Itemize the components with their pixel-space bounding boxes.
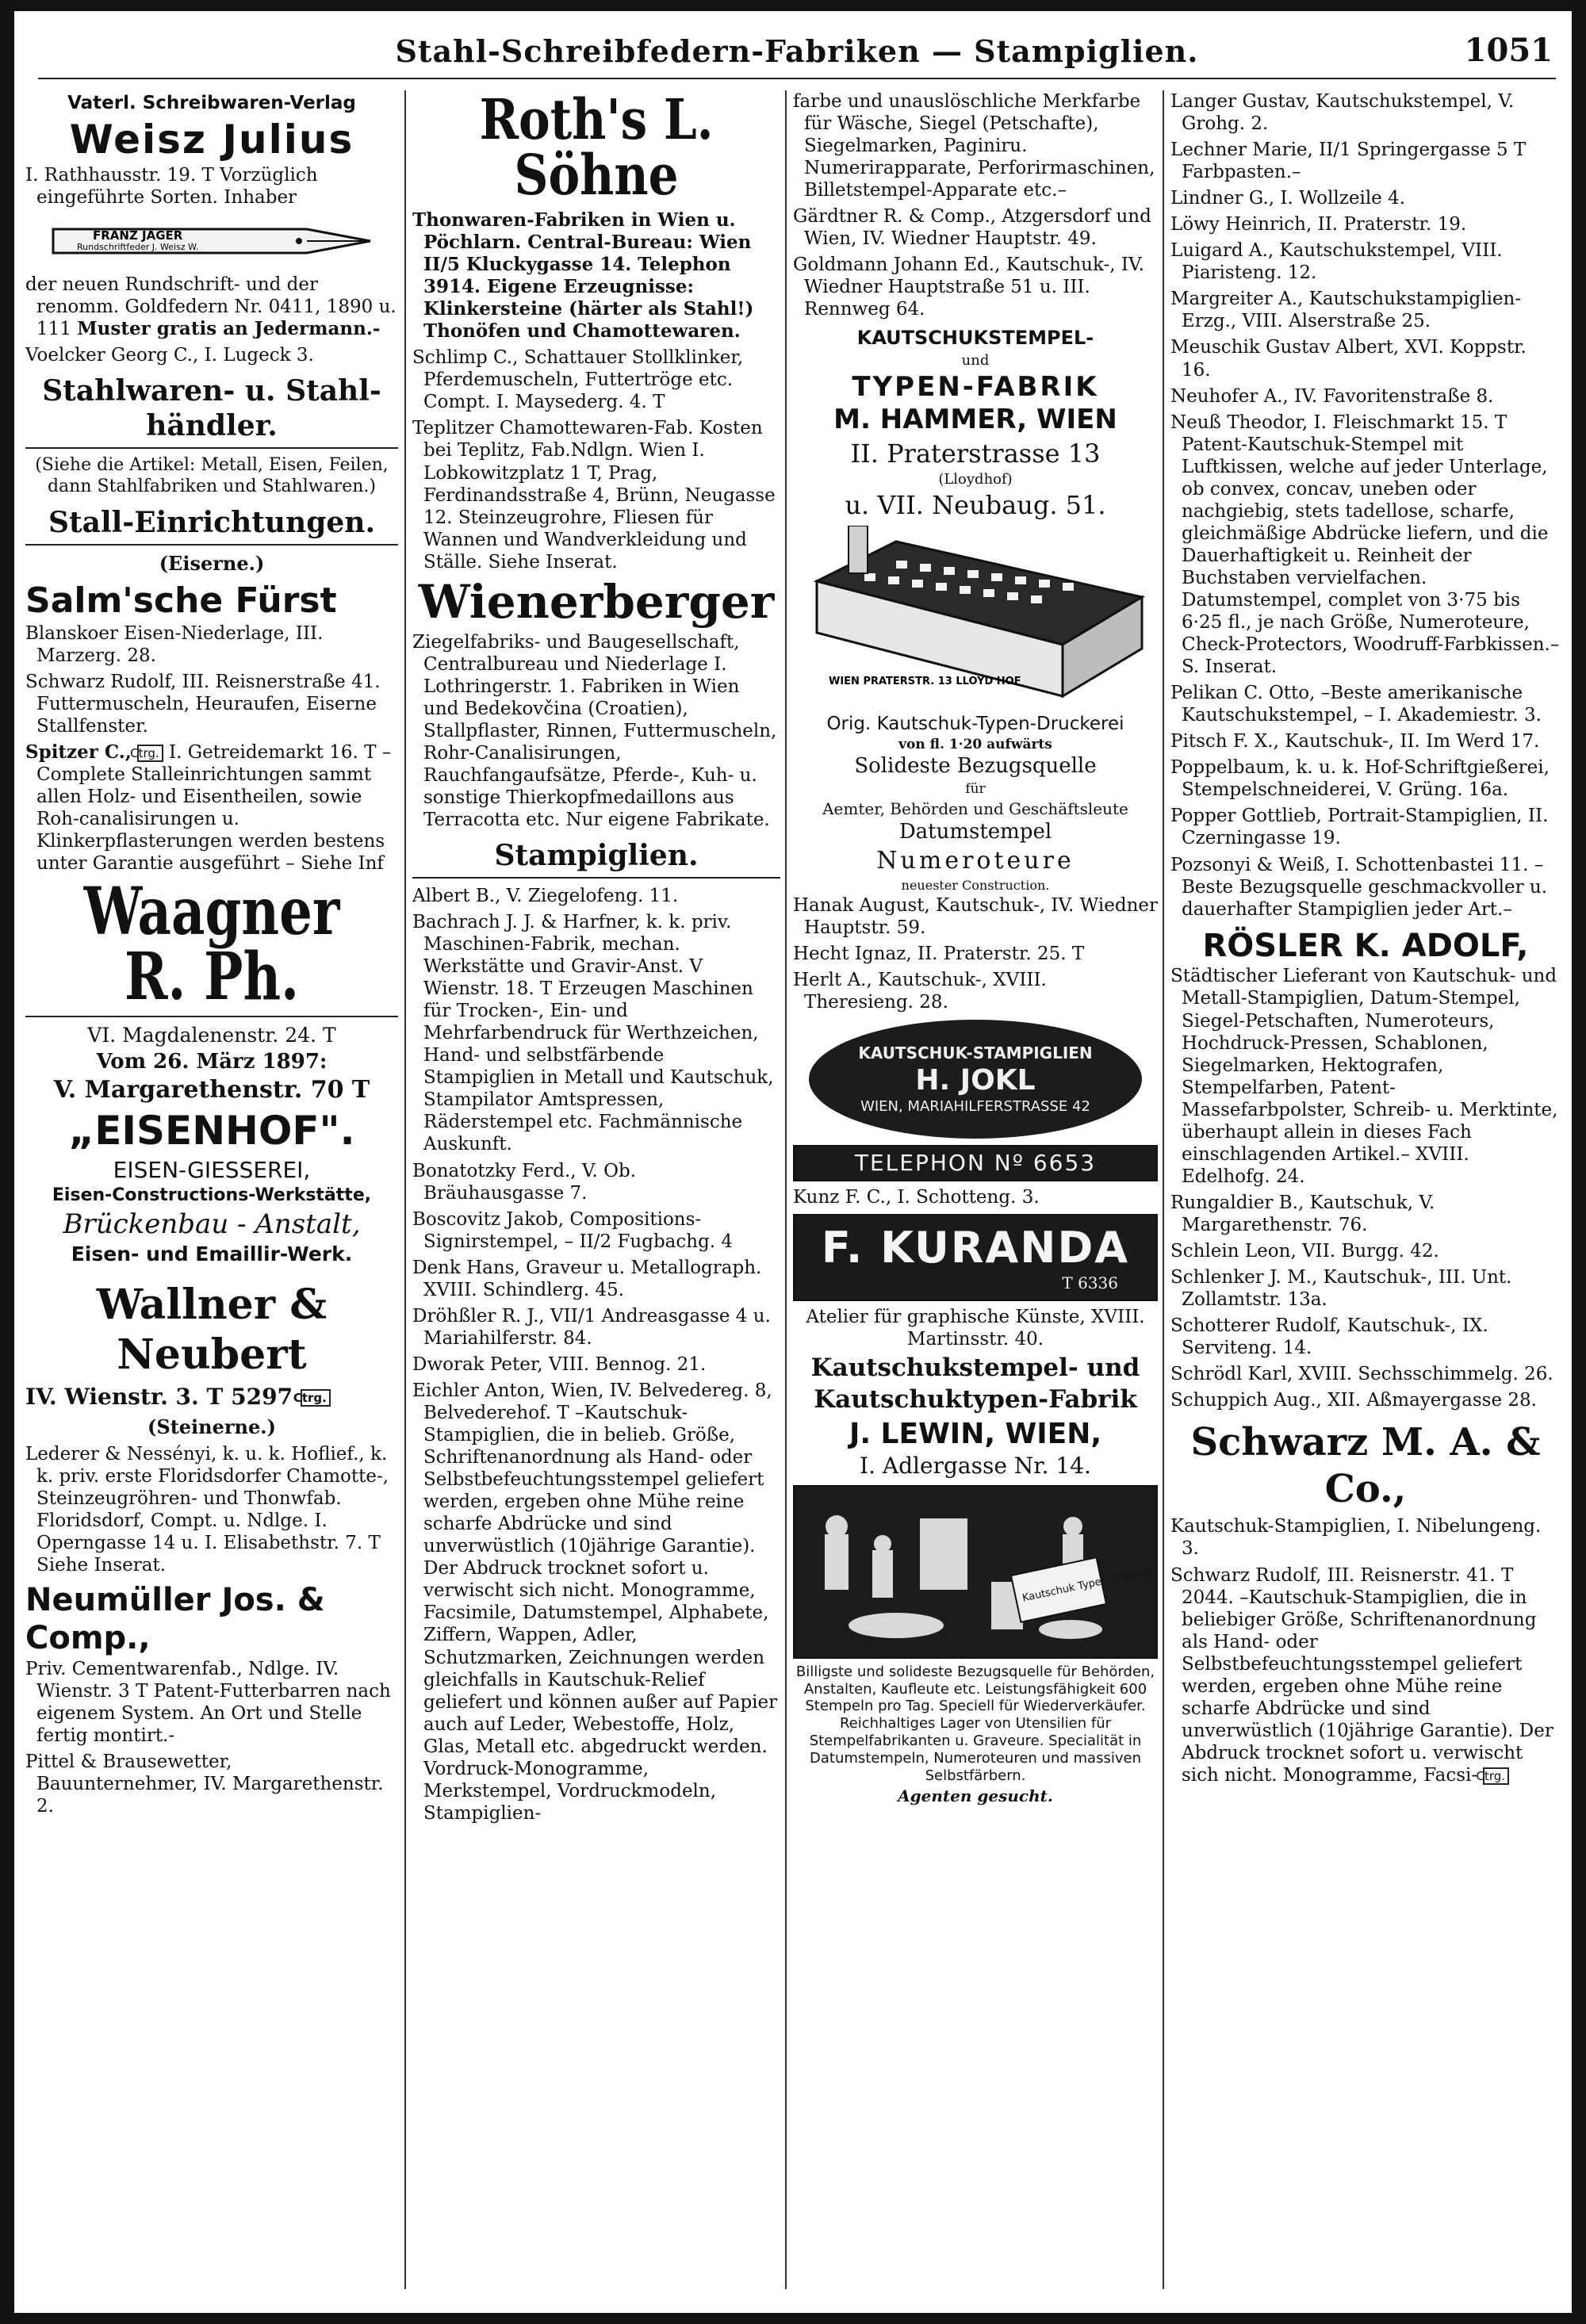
- listing-entry: Ziegelfabriks- und Baugesellschaft, Centralbureau und Niederlage I. Lothringerstr. 1. Fabriken in Wien und Bedekovčina (Croatien), Stallpflaster, Rinnen, Futtermuscheln, Rohr-Canalisirungen, Rauchfangaufsätze, Pferde-, Kuh- u. sonstige Thierkopfmedaillons aus Terracotta etc. Nur eigene Fabrikate.: [412, 631, 777, 831]
- listing-entry: Poppelbaum, k. u. k. Hof-Schriftgießerei, Stempelschneiderei, V. Grüng. 16a.: [1170, 757, 1550, 801]
- listing-entry: Hanak August, Kautschuk-, IV. Wiedner Hauptstr. 59.: [793, 895, 1158, 939]
- ad-line: Agenten gesucht.: [898, 1786, 1053, 1806]
- address-text: IV. Wienstr. 3. T 5297: [25, 1383, 293, 1410]
- advertiser-name: „EISENHOF".: [68, 1107, 355, 1154]
- stamp-icon: Ctrg.: [137, 745, 163, 762]
- ad-line: EISEN-GIESSEREI,: [113, 1156, 311, 1183]
- listing-entry: Thonwaren-Fabriken in Wien u. Pöchlarn. Central-Bureau: Wien II/5 Kluckygasse 14. Telephon 3914. Eigene Erzeugnisse: Klinkersteine (härter als Stahl!) Thonöfen und Chamottewaren.: [412, 209, 754, 343]
- listing-entry: Schuppich Aug., XII. Aßmayergasse 28.: [1170, 1390, 1537, 1411]
- listing-entry: Schwarz Rudolf, III. Reisnerstraße 41. Futtermuscheln, Heuraufen, Eiserne Stallfenster.: [25, 671, 381, 737]
- listing-entry: [25, 274, 398, 340]
- listing-entry: Goldmann Johann Ed., Kautschuk-, IV. Wiedner Hauptstraße 51 u. III. Rennweg 64.: [793, 255, 1144, 320]
- address-line: (Lloydhof): [938, 470, 1013, 488]
- advertiser-name: F. KURANDA: [821, 1222, 1130, 1273]
- listing-entry: Gärdtner R. & Comp., Atzgersdorf und Wien, IV. Wiedner Hauptstr. 49.: [793, 206, 1151, 250]
- ad-line: Orig. Kautschuk-Typen-Druckerei: [826, 713, 1124, 734]
- column-3: [793, 90, 1158, 2299]
- box-label: Kautschuk Typen Drucker: [1021, 1565, 1150, 1605]
- ad-text: Billigste und solideste Bezugsquelle für Behörden, Anstalten, Kaufleute etc. Leistungsfähigkeit 600 Stempeln pro Tag. Speciell für Wiederverkäufer. Reichhaltiges Lager von Utensilien für Stempelfabrikanten u. Graveure. Specialität in Datumstempeln, Numeroteuren und massiven Selbstfärbern.: [795, 1663, 1155, 1785]
- listing-entry: [1170, 1564, 1561, 1786]
- lewin-illustration: [793, 1485, 1158, 1659]
- advertiser-name: Weisz Julius: [69, 117, 354, 163]
- stamp-icon: Ctrg.: [1483, 1767, 1509, 1785]
- listing-entry: I. Rathhausstr. 19. T Vorzüglich eingeführte Sorten. Inhaber: [25, 165, 318, 209]
- telephon-line: TELEPHON Nº 6653: [793, 1145, 1158, 1181]
- advertiser-name: Wienerberger: [418, 574, 775, 629]
- stamp-icon: Ctrg.: [301, 1389, 331, 1407]
- subsection-heading: (Steinerne.): [147, 1415, 276, 1438]
- advertiser-name: Wallner & Neubert: [96, 1280, 328, 1380]
- listing-entry: Kunz F. C., I. Schotteng. 3.: [793, 1187, 1040, 1208]
- listing-entry: Pitsch F. X., Kautschuk-, II. Im Werd 17.: [1170, 731, 1540, 752]
- listing-entry: Dworak Peter, VIII. Bennog. 21.: [412, 1353, 707, 1375]
- section-heading: Stall-Einrichtungen.: [25, 506, 398, 546]
- listing-entry: Löwy Heinrich, II. Praterstr. 19.: [1170, 214, 1467, 235]
- jokl-oval-ad: [809, 1020, 1142, 1139]
- listing-entry: Neuhofer A., IV. Favoritenstraße 8.: [1170, 385, 1494, 407]
- ad-line: TYPEN-FABRIK: [852, 370, 1099, 403]
- listing-entry: Schlenker J. M., Kautschuk-, III. Unt. Zollamtstr. 13a.: [1170, 1267, 1512, 1311]
- kuranda-ad: [793, 1214, 1158, 1301]
- listing-entry: Dröhßler R. J., VII/1 Andreasgasse 4 u. Mariahilferstr. 84.: [412, 1305, 771, 1349]
- listing-entry: Blanskoer Eisen-Niederlage, III. Marzerg. 28.: [25, 622, 324, 666]
- ad-line: von fl. 1·20 aufwärts: [898, 736, 1052, 752]
- advertiser-name: Neumüller Jos. & Comp.,: [25, 1581, 325, 1657]
- listing-entry: Bachrach J. J. & Harfner, k. k. priv. Maschinen-Fabrik, mechan. Werkstätte und Gravir-Anst. V Wienstr. 18. T Erzeugen Maschinen für Trocken-, Ein- und Mehrfarbendruck für Werthzeichen, Hand- und selbstfärbende Stampiglien in Metall und Kautschuk, Stampilator Amtspressen, Räderstempel etc. Fachmännische Auskunft.: [412, 912, 774, 1155]
- ad-line: Datumstempel: [898, 820, 1052, 844]
- listing-entry: Albert B., V. Ziegelofeng. 11.: [412, 885, 679, 906]
- advertiser-name: M. HAMMER, WIEN: [833, 404, 1117, 436]
- address-line: II. Praterstrasse 13: [850, 438, 1101, 469]
- listing-entry: Priv. Cementwarenfab., Ndlge. IV. Wienstr. 3 T Patent-Futterbarren nach eigenem System. An Ort und Stelle fertig montirt.-: [25, 1659, 391, 1747]
- ad-line: und: [961, 351, 990, 369]
- ad-line: Atelier für graphische Künste, XVIII. Martinsstr. 40.: [806, 1306, 1145, 1350]
- ad-line: Eisen- und Emaillir-Werk.: [71, 1242, 353, 1266]
- listing-entry: Teplitzer Chamottewaren-Fab. Kosten bei Teplitz, Fab.Ndlgn. Wien I. Lobkowitzplatz 1 T, Prag, Ferdinandsstraße 4, Brünn, Neugasse 12. Steinzeugrohre, Fliesen für Wannen und Wandverkleidung und Ställe. Siehe Inserat.: [412, 418, 776, 572]
- ad-line: Solideste Bezugsquelle: [854, 754, 1097, 779]
- listing-entry: Voelcker Georg C., I. Lugeck 3.: [25, 345, 314, 366]
- telephon-line: T 6336: [1062, 1273, 1118, 1293]
- listing-text: I. Getreidemarkt 16. T –Complete Stalleinrichtungen sammt allen Holz- und Eisentheilen, sowie Roh-canalisirungen u. Klinkerpflasterungen werden bestens unter Garantie ausgeführt – Siehe Inf: [36, 741, 392, 875]
- listing-highlight: Muster gratis an Jedermann.-: [77, 318, 381, 340]
- address-line: [25, 1384, 398, 1411]
- section-note: (Siehe die Artikel: Metall, Eisen, Feilen, dann Stahlfabriken und Stahlwaren.): [35, 455, 389, 496]
- listing-entry: Popper Gottlieb, Portrait-Stampiglien, II. Czerningasse 19.: [1170, 806, 1549, 849]
- listing-name: Spitzer C.,: [25, 741, 132, 763]
- address-line: u. VII. Neubaug. 51.: [845, 489, 1106, 520]
- advertiser-name: RÖSLER K. ADOLF,: [1202, 927, 1529, 964]
- running-head: [38, 27, 1556, 79]
- address-line: I. Adlergasse Nr. 14.: [860, 1453, 1091, 1480]
- ad-heading: Kautschuktypen-Fabrik: [814, 1384, 1137, 1414]
- advertiser-name: Salm'sche Fürst: [25, 580, 337, 621]
- ad-line: Aemter, Behörden und Geschäftsleute: [822, 798, 1128, 818]
- date-line: Vom 26. März 1897:: [96, 1049, 328, 1074]
- listing-entry: Kautschuk-Stampiglien, I. Nibelungeng. 3.: [1170, 1516, 1542, 1560]
- advertiser-name: Waagner R. Ph.: [83, 874, 340, 1016]
- section-heading: Stahlwaren- u. Stahl-händler.: [25, 374, 398, 449]
- listing-entry: Schlein Leon, VII. Burgg. 42.: [1170, 1241, 1439, 1262]
- listing-entry: Eichler Anton, Wien, IV. Belvedereg. 8, Belvederehof. T –Kautschuk-Stampiglien, die in belieb. Größe, Schriftenanordnung als Hand- oder Selbstbefeuchtungsstempel geliefert werden, ergeben ohne Mühe reine scharfe Abdrücke und sind unverwüstlich (10jährige Garantie). Der Abdruck trocknet sofort u. verwischt sich nicht. Monogramme, Facsimile, Datumstempel, Alphabete, Ziffern, Wappen, Adler, Schutzmarken, Zeichnungen werden gleichfalls in Kautschuk-Relief geliefert und können außer auf Papier auch auf Leder, Webestoffe, Holz, Glas, Metall etc. abgedruckt werden. Vordruck-Monogramme, Merkstempel, Vordruckmodeln, Stampiglien-: [412, 1380, 778, 1824]
- column-divider: [785, 90, 787, 2289]
- ad-line: neuester Construction.: [901, 877, 1050, 893]
- listing-entry: Herlt A., Kautschuk-, XVIII. Theresieng. 28.: [793, 970, 1047, 1013]
- case-label: WIEN PRATERSTR. 13 LLOYD HOF: [829, 675, 1021, 687]
- column-divider: [404, 90, 406, 2289]
- listing-entry: Pittel & Brausewetter, Bauunternehmer, IV. Margarethenstr. 2.: [25, 1752, 384, 1817]
- pen-label: FRANZ JÄGER: [93, 228, 183, 243]
- listing-entry: Hecht Ignaz, II. Praterstr. 25. T: [793, 944, 1085, 965]
- pen-nib-image: [45, 213, 378, 269]
- pen-label: Rundschriftfeder J. Weisz W.: [77, 242, 199, 253]
- address-line: VI. Magdalenenstr. 24. T: [87, 1024, 336, 1047]
- listing-entry: Lindner G., I. Wollzeile 4.: [1170, 188, 1406, 209]
- listing-entry: Meuschik Gustav Albert, XVI. Koppstr. 16.: [1170, 337, 1527, 381]
- listing-entry: Denk Hans, Graveur u. Metallograph. XVIII. Schindlerg. 45.: [412, 1257, 762, 1300]
- listing-entry: Pelikan C. Otto, –Beste amerikanische Kautschukstempel, – I. Akademiestr. 3.: [1170, 683, 1542, 726]
- column-2: [412, 90, 780, 2299]
- listing-entry: Bonatotzky Ferd., V. Ob. Bräuhausgasse 7.: [412, 1160, 637, 1204]
- listing-text: Schwarz Rudolf, III. Reisnerstr. 41. T 2044. –Kautschuk-Stampiglien, die in beliebiger Größe, Schriftenanordnung als Hand- oder Selbstbefeuchtungsstempel geliefert werden, ergeben ohne Mühe reine scharfe Abdrücke und sind unverwüstlich (10jährige Garantie). Der Abdruck trocknet sofort u. verwischt sich nicht. Monogramme, Facsi-: [1170, 1564, 1553, 1786]
- listing-entry: Schlimp C., Schattauer Stollklinker, Pferdemuscheln, Futtertröge etc. Compt. I. Maysederg. 4. T: [412, 347, 744, 413]
- listing-entry: Neuß Theodor, I. Fleischmarkt 15. T Patent-Kautschuk-Stempel mit Luftkissen, welche auf jeder Unterlage, ob convex, concav, uneben oder nachgiebig, stets tadellose, scharfe, gleichmäßige Abdrücke liefern, und die Dauerhaftigkeit u. Reinheit der Buchstaben vervielfachen. Datumstempel, complet von 3·75 bis 6·25 fl., je nach Größe, Numeroteure, Check-Protectors, Woodruff-Farbkissen.– S. Inserat.: [1170, 412, 1560, 678]
- address-line: V. Margarethenstr. 70 T: [53, 1076, 370, 1105]
- ad-line: Eisen-Constructions-Werkstätte,: [52, 1185, 372, 1206]
- advertiser-name: Roth's L. Söhne: [479, 90, 714, 208]
- address-line: WIEN, MARIAHILFERSTRASSE 42: [860, 1097, 1090, 1115]
- ad-line: für: [965, 781, 986, 798]
- publisher-line: Vaterl. Schreibwaren-Verlag: [67, 93, 356, 113]
- page-title: Stahl-Schreibfedern-Fabriken — Stampiglien.: [395, 33, 1199, 69]
- listing-entry: farbe und unauslöschliche Merkfarbe für Wäsche, Siegel (Petschafte), Siegelmarken, Paginiru. Numerirapparate, Perforirmaschinen, Billetstempel-Apparate etc.–: [793, 91, 1155, 201]
- listing-entry: Schrödl Karl, XVIII. Sechsschimmelg. 26.: [1170, 1364, 1553, 1385]
- listing-entry: Langer Gustav, Kautschukstempel, V. Grohg. 2.: [1170, 91, 1515, 135]
- listing-entry: Rungaldier B., Kautschuk, V. Margarethenstr. 76.: [1170, 1192, 1435, 1235]
- listing-entry: Margreiter A., Kautschukstampiglien-Erzg., VIII. Alserstraße 25.: [1170, 289, 1522, 332]
- ad-line: Numeroteure: [876, 846, 1075, 875]
- ad-line: Brückenbau - Anstalt,: [63, 1208, 361, 1240]
- column-divider: [1163, 90, 1164, 2289]
- page-number: 1051: [1464, 32, 1553, 69]
- advertiser-name: Schwarz M. A. & Co.,: [1190, 1420, 1541, 1511]
- listing-entry: Schotterer Rudolf, Kautschuk-, IX. Serviteng. 14.: [1170, 1315, 1488, 1359]
- ad-line: KAUTSCHUK-STAMPIGLIEN: [858, 1043, 1093, 1063]
- listing-entry: Pozsonyi & Weiß, I. Schottenbastei 11. –Beste Bezugsquelle geschmackvoller u. dauerhafter Stampiglien jeder Art.–: [1170, 854, 1547, 920]
- listing-entry: Lederer & Nessényi, k. u. k. Hoflief., k. k. priv. erste Floridsdorfer Chamotte-, Steinzeugröhren- und Thonwfab. Floridsdorf, Compt. u. Ndlge. I. Operngasse 14 u. I. Elisabethstr. 7. T Siehe Inserat.: [25, 1444, 389, 1576]
- listing-entry: Städtischer Lieferant von Kautschuk- und Metall-Stampiglien, Datum-Stempel, Siegel-Petschaften, Numeroteurs, Hochdruck-Pressen, Schablonen, Siegelmarken, Hektografen, Stempelfarben, Patent-Massefarbpolster, Schreib- u. Merktinte, überhaupt allein in dieses Fach einschlagenden Artikel.– XVIII. Edelhofg. 24.: [1170, 966, 1558, 1187]
- directory-page: [14, 11, 1572, 2313]
- listing-entry: [25, 741, 398, 875]
- ad-heading: Kautschukstempel- und: [810, 1353, 1140, 1382]
- listing-entry: Lechner Marie, II/1 Springergasse 5 T Farbpasten.–: [1170, 140, 1527, 183]
- divider: [25, 1016, 398, 1017]
- subsection-heading: (Eiserne.): [159, 551, 265, 575]
- type-case-illustration: [801, 526, 1150, 708]
- listing-entry: Boscovitz Jakob, Compositions- Signirstempel, – II/2 Fugbachg. 4: [412, 1208, 734, 1252]
- ad-line: KAUTSCHUKSTEMPEL-: [856, 327, 1094, 350]
- column-4: [1170, 90, 1561, 2299]
- advertiser-name: J. LEWIN, WIEN,: [849, 1417, 1102, 1450]
- column-1: [25, 90, 398, 2299]
- listing-entry: Luigard A., Kautschukstempel, VIII. Piaristeng. 12.: [1170, 240, 1503, 284]
- listing-text: der neuen Rundschrift- und der renomm. Goldfedern Nr. 0411, 1890 u. 111: [25, 274, 396, 340]
- advertiser-name: H. JOKL: [915, 1063, 1036, 1097]
- section-heading: Stampiglien.: [412, 839, 780, 879]
